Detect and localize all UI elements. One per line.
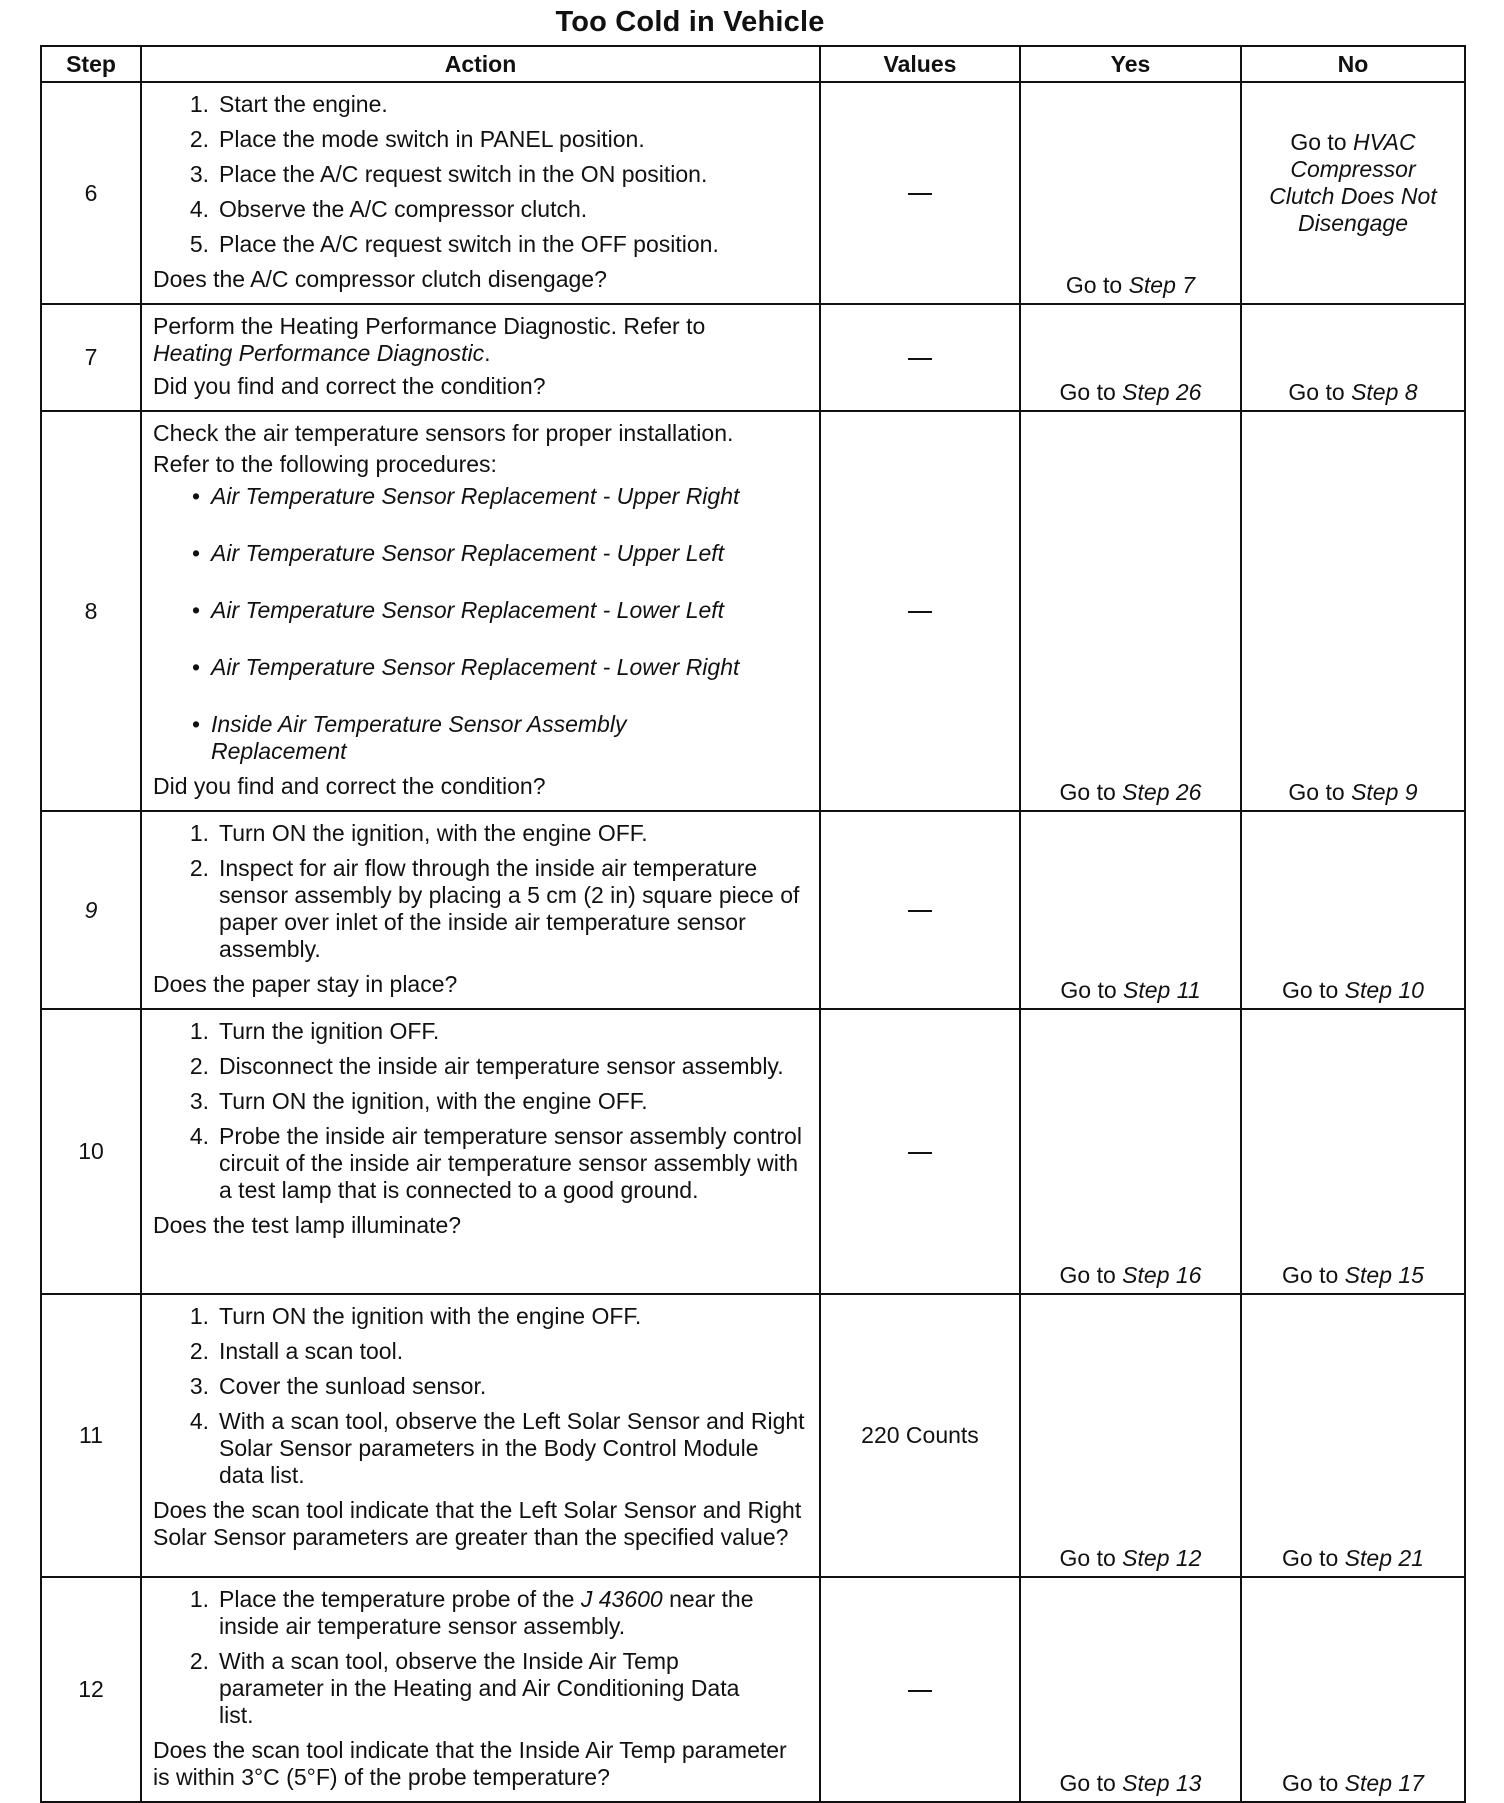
question: Did you find and correct the condition? [153,373,546,399]
no-link[interactable]: Step 9 [1351,779,1418,805]
question: Does the scan tool indicate that the Inside Air Temp parameter is within 3°C (5°F) of the probe temperature? [153,1737,787,1790]
table-row [41,82,1465,304]
table-row [41,1577,1465,1802]
dash [908,611,932,613]
action-cell [141,411,820,811]
intro-text: Refer to the following procedures: [153,451,497,477]
list-item[interactable]: • Inside Air Temperature Sensor Assembly Replacement [191,711,627,764]
no-link[interactable]: Step 21 [1344,1545,1424,1571]
action-cell [141,1577,820,1802]
yes-cell [1020,1294,1241,1577]
values-cell [820,411,1020,811]
header-step: Step [41,46,141,82]
step-number: 10 [41,1009,141,1294]
list-item[interactable]: • Air Temperature Sensor Replacement - Lower Right [191,654,740,680]
list-item: 4. Observe the A/C compressor clutch. [189,196,588,222]
go-to-label: Go to [1282,977,1339,1003]
list-item: 1. Start the engine. [189,91,388,117]
go-to-label: Go to [1059,1770,1116,1796]
yes-link[interactable]: Step 11 [1123,977,1201,1003]
page-title: Too Cold in Vehicle [555,6,825,38]
dash [908,193,932,195]
no-cell [1241,82,1465,304]
question: Does the A/C compressor clutch disengage? [153,266,607,292]
values-cell [820,304,1020,411]
list-item: 4. With a scan tool, observe the Left Solar Sensor and Right Solar Sensor parameters in the Body Control Module data list. [189,1408,805,1488]
reference-link[interactable]: Heating Performance Diagnostic [153,340,485,366]
values-cell: 220 Counts [820,1294,1020,1577]
yes-cell [1020,411,1241,811]
go-to-label: Go to [1059,1545,1116,1571]
step-number: 8 [41,411,141,811]
values-cell [820,811,1020,1009]
go-to-label: Go to [1282,1545,1339,1571]
values-cell [820,1577,1020,1802]
list-item: 5. Place the A/C request switch in the OFF position. [189,231,719,257]
table-row [41,411,1465,811]
values-cell [820,1009,1020,1294]
list-item: 1. Turn the ignition OFF. [189,1018,440,1044]
action-cell [141,1009,820,1294]
action-cell [141,82,820,304]
header-no: No [1241,46,1465,82]
list-item: 2. Install a scan tool. [189,1338,404,1364]
step-number: 6 [41,82,141,304]
action-cell [141,811,820,1009]
question: Does the test lamp illuminate? [153,1212,462,1238]
list-item: 4. Probe the inside air temperature sensor assembly control circuit of the inside air temperature sensor assembly with a test lamp that is connected to a good ground. [189,1123,802,1203]
list-item[interactable]: • Air Temperature Sensor Replacement - Upper Right [191,483,740,509]
dash [908,358,932,360]
list-item: 1. Turn ON the ignition with the engine OFF. [189,1303,642,1329]
yes-link[interactable]: Step 7 [1128,272,1196,298]
go-to-label: Go to [1288,779,1345,805]
values-cell [820,82,1020,304]
action-cell: Perform the Heating Performance Diagnostic. Refer to Heating Performance Diagnostic. Did you find and correct the condition? [141,304,820,411]
list-item: 1. Turn ON the ignition, with the engine OFF. [189,820,648,846]
yes-link[interactable]: Step 26 [1122,379,1202,405]
step-number: 9 [41,811,141,1009]
yes-cell [1020,1577,1241,1802]
no-link[interactable]: HVAC Compressor Clutch Does Not Disengage [1269,129,1437,236]
step-number: 12 [41,1577,141,1802]
question: Does the scan tool indicate that the Left Solar Sensor and Right Solar Sensor parameters are greater than the specified value? [153,1497,802,1550]
table-row [41,304,1465,411]
no-cell [1241,411,1465,811]
go-to-label: Go to [1059,1262,1116,1288]
list-item: 3. Place the A/C request switch in the ON position. [189,161,708,187]
yes-cell [1020,1009,1241,1294]
list-item[interactable]: • Air Temperature Sensor Replacement - Lower Left [191,597,725,623]
no-link[interactable]: Step 10 [1344,977,1424,1003]
header-values: Values [820,46,1020,82]
go-to-label: Go to [1059,779,1116,805]
go-to-label: Go to [1290,129,1347,155]
tool-reference: J 43600 [580,1586,663,1612]
table-header-row [41,46,1465,82]
header-yes: Yes [1020,46,1241,82]
yes-link[interactable]: Step 26 [1122,779,1202,805]
list-item: 3. Cover the sunload sensor. [189,1373,487,1399]
list-item: 2. Inspect for air flow through the inside air temperature sensor assembly by placing a 5 cm (2 in) square piece of paper over inlet of the inside air temperature sensor assembly. [189,855,800,962]
go-to-label: Go to [1060,977,1117,1003]
table-row [41,1009,1465,1294]
go-to-label: Go to [1288,379,1345,405]
yes-cell [1020,304,1241,411]
no-link[interactable]: Step 8 [1351,379,1418,405]
question: Does the paper stay in place? [153,971,458,997]
no-cell [1241,1294,1465,1577]
no-cell [1241,1577,1465,1802]
go-to-label: Go to [1065,272,1123,298]
intro-text: Perform the Heating Performance Diagnostic. Refer to [153,313,706,339]
list-item: 2. Disconnect the inside air temperature sensor assembly. [189,1053,784,1079]
action-cell [141,1294,820,1577]
yes-cell [1020,82,1241,304]
list-item: 3. Turn ON the ignition, with the engine OFF. [189,1088,648,1114]
dash [908,1152,932,1154]
table-row [41,1294,1465,1577]
list-item[interactable]: • Air Temperature Sensor Replacement - Upper Left [191,540,725,566]
table-row [41,811,1465,1009]
intro-text: Check the air temperature sensors for proper installation. [153,420,734,446]
header-action: Action [141,46,820,82]
no-link[interactable]: Step 17 [1344,1770,1424,1796]
dash [908,1690,932,1692]
dash [908,910,932,912]
no-cell [1241,811,1465,1009]
go-to-label: Go to [1282,1262,1339,1288]
list-item: 2. Place the mode switch in PANEL position. [189,126,645,152]
no-link[interactable]: Step 15 [1344,1262,1424,1288]
go-to-label: Go to [1282,1770,1339,1796]
yes-cell [1020,811,1241,1009]
no-cell [1241,1009,1465,1294]
yes-link[interactable]: Step 16 [1122,1262,1202,1288]
step-number: 11 [41,1294,141,1577]
list-item: 2. With a scan tool, observe the Inside Air Temp parameter in the Heating and Air Conditioning Data list. [189,1648,740,1728]
yes-link[interactable]: Step 13 [1122,1770,1202,1796]
list-item: 1. Place the temperature probe of the J 43600 near the inside air temperature sensor assembly. [189,1586,754,1639]
yes-link[interactable]: Step 12 [1122,1545,1202,1571]
go-to-label: Go to [1059,379,1116,405]
diagnostic-table [40,45,1466,1803]
no-cell [1241,304,1465,411]
step-number: 7 [41,304,141,411]
question: Did you find and correct the condition? [153,773,546,799]
